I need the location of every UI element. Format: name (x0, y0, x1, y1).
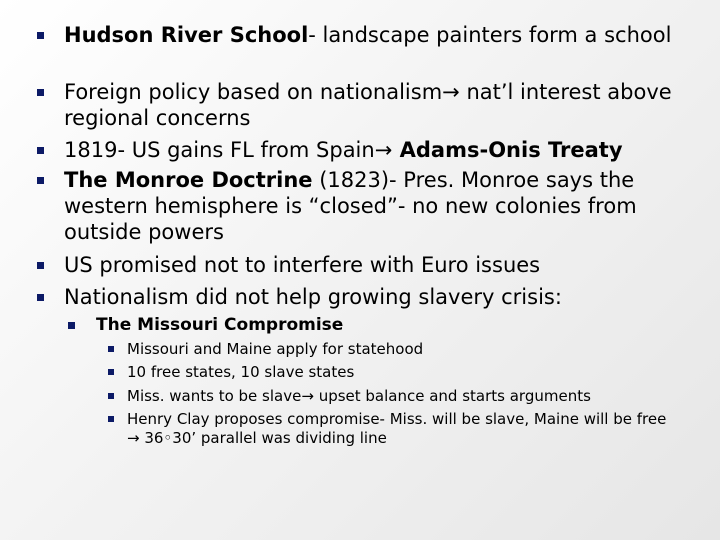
square-bullet-icon (108, 369, 114, 375)
plain-text: - landscape painters form a school (308, 23, 672, 47)
bullet-text (64, 137, 687, 163)
bullet-text: Nationalism did not help growing slavery crisis: (64, 285, 562, 309)
bullet-text: US promised not to interfere with Euro issues (64, 253, 541, 277)
sub-bullet-text (96, 314, 668, 336)
plain-text: Foreign policy based on nationalism (64, 80, 443, 104)
square-bullet-icon (108, 346, 114, 352)
subsub-bullet-text (127, 387, 678, 406)
plain-text: Henry Clay proposes compromise- Miss. will be slave, Maine will be free (127, 410, 667, 428)
subsub-bullet-item-2 (108, 363, 678, 382)
plain-text: 1819- US gains FL from Spain (64, 138, 375, 162)
square-bullet-icon (68, 322, 75, 329)
subsub-bullet-text: Missouri and Maine apply for statehood (127, 340, 424, 358)
arrow-icon: → (442, 80, 460, 104)
square-bullet-icon (37, 89, 44, 96)
bullet-item-2 (37, 79, 687, 131)
plain-text: 36◦30’ parallel was dividing line (139, 429, 387, 447)
subsub-bullet-item-1 (108, 340, 678, 359)
subsub-bullet-text: 10 free states, 10 slave states (127, 363, 355, 381)
square-bullet-icon (37, 32, 44, 39)
bullet-item-1 (37, 22, 687, 48)
arrow-icon: → (374, 138, 393, 162)
subsub-bullet-item-4 (108, 410, 678, 448)
square-bullet-icon (108, 393, 114, 399)
sub-bullet-item (68, 314, 668, 336)
subsub-bullet-text (127, 410, 678, 448)
plain-text: nat’l interest above regional concerns (64, 80, 672, 130)
bold-term: The Missouri Compromise (96, 315, 344, 335)
bullet-item-6 (37, 284, 687, 310)
square-bullet-icon (37, 177, 44, 184)
bullet-item-5 (37, 252, 687, 278)
square-bullet-icon (37, 147, 44, 154)
bold-term: The Monroe Doctrine (64, 168, 313, 192)
square-bullet-icon (37, 262, 44, 269)
bold-term: Adams-Onis Treaty (392, 138, 623, 162)
bold-term: Hudson River School (64, 23, 309, 47)
bullet-item-4 (37, 167, 687, 245)
plain-text: (1823)- Pres. Monroe says the western hemisphere is “closed”- no new colonies from outside powers (64, 168, 637, 244)
subsub-bullet-item-3 (108, 387, 678, 406)
arrow-icon: → (127, 429, 140, 447)
bullet-item-3 (37, 137, 687, 163)
arrow-icon: → (301, 387, 314, 405)
plain-text: Miss. wants to be slave (127, 387, 302, 405)
square-bullet-icon (108, 416, 114, 422)
bullet-text (64, 167, 687, 245)
bullet-text (64, 79, 687, 131)
plain-text: upset balance and starts arguments (313, 387, 591, 405)
square-bullet-icon (37, 294, 44, 301)
bullet-text (64, 22, 687, 48)
